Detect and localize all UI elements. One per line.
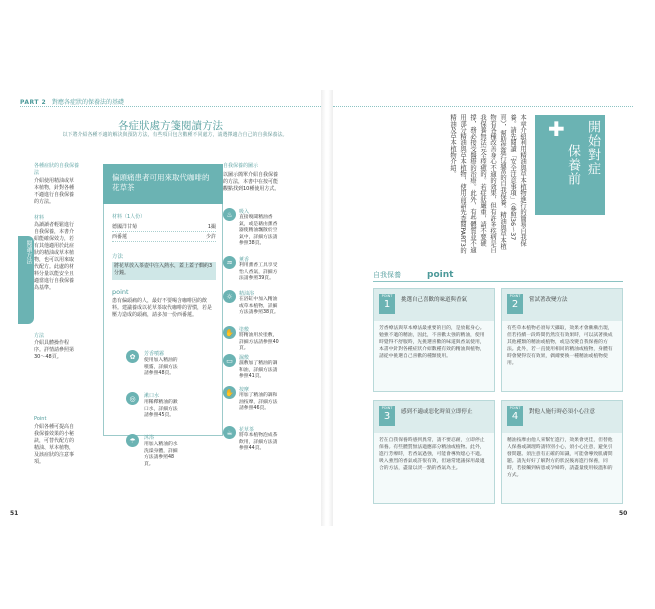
icon-label: 薰香 — [239, 257, 250, 263]
self-care-label: 自我保養 — [373, 271, 401, 279]
icon-item — [126, 392, 139, 405]
side-tab-label: 閱讀方法 — [25, 240, 32, 264]
materials-heading: 材料（1人份） — [112, 214, 146, 220]
point-heading: point — [112, 288, 129, 296]
point-box-header — [374, 289, 494, 321]
annotation-material-title: 材料 — [34, 215, 45, 221]
point-badge: POINT 3 — [379, 406, 395, 426]
icon-label: 按摩 — [239, 387, 250, 393]
annotation-point-body: 介紹各種可提高自我保養效果的小秘訣，可替代配方的精油、草本植物，及該症狀的注意事項。 — [34, 424, 75, 465]
tea-icon: ☕ — [223, 426, 236, 439]
icon-item — [223, 426, 236, 439]
material-amount: 少許 — [205, 234, 216, 240]
point-body: 精油按摩由他人來幫忙進行，效果會更佳，但替他人保養或調理時請特別小心，須小心注意，避免引發問題。須注意有正確的知識，可能會導致肌膚問題。請先好好了解對方的狀況後再進行保養，同時，若接觸到病患或孕婦時，請盡量使用較溫和的方式。 — [507, 438, 613, 478]
cross-icon: ✚ — [548, 117, 565, 141]
icon-desc: 使用加入精油的噴霧，詳細方法請參照48頁。 — [144, 358, 178, 377]
point-number: 2 — [511, 299, 519, 310]
page-number: 51 — [10, 510, 19, 517]
icon-desc: 用加入精油的水洗澡身體，詳細方法請參照48頁。 — [144, 442, 178, 467]
book-gutter — [321, 90, 333, 526]
chapter-intro-text: 本章介紹利用精油與草本植物進行的簡易自我保養。請先閱讀「安全注意事項」（參照36～37頁），幫助您進行適當的自我保養。精油與草本植物有各種改善身心不適的效果，但有許多疾病是自我保養無法完全痊癒的。若症狀嚴重，請不要硬撐，務必接受醫療的治療。此外，有些體質並不適用部分精油與草本植物，使用前請先查閱PART3的精油及草本植物介紹。 — [449, 114, 526, 254]
annotation-symptom-body: 介紹使用精油或草本植物，針對各種不適進行自我保養的方法。 — [34, 178, 75, 205]
point-number: 1 — [383, 299, 391, 310]
section-rule — [373, 281, 623, 282]
icon-desc: 用加了精油的調和油按摩，詳細方法請參照46頁。 — [239, 393, 278, 412]
material-name: 德國洋甘菊 — [112, 224, 138, 230]
point-title: 對他人施行時必須小心注意 — [529, 409, 596, 415]
point-badge: POINT 4 — [507, 406, 523, 426]
icon-item — [223, 326, 236, 339]
annotation-method-title: 方法 — [34, 333, 45, 339]
point-title: 嘗試著改變方法 — [529, 297, 568, 303]
icon-label: 塗敷 — [239, 327, 250, 333]
point-number: 3 — [383, 411, 391, 422]
part-header — [20, 97, 124, 106]
icon-desc: 利用薰香工具享受怡人香氣，詳細方法請參照39頁。 — [239, 263, 278, 282]
massage-icon: ✋ — [223, 386, 236, 399]
point-body: 若在自我保養時感到異常，請不要忍耐，立即停止保養。有些體質無法適應部分精油或植物。此外，進行芳療時，若香氣過強，可能會導致噁心不適。吸入強烈的香氣或許很有效，但通常建議採用最適合的方法，盡量以淡一點的香氣為主。 — [379, 438, 485, 471]
icon-desc: 將精油用於塗敷，詳細方法請參照40頁。 — [239, 333, 279, 352]
point-label: point — [427, 270, 454, 280]
header-rule — [333, 106, 633, 107]
page-title: 各症狀處方箋閱讀方法 — [118, 120, 223, 132]
icon-label: 花草茶 — [239, 427, 255, 433]
header-rule — [20, 106, 321, 107]
point-box-header — [502, 401, 622, 433]
self-care-heading — [373, 270, 453, 280]
icon-item — [223, 354, 236, 367]
annotation-symptom-title: 各種症狀的自我保養法 — [34, 163, 80, 176]
icon-item — [223, 290, 236, 303]
icon-label: 漱口水 — [144, 393, 160, 399]
spray-icon: ✿ — [126, 350, 139, 363]
compress-icon: ▭ — [223, 354, 236, 367]
part-label: PART 2 — [20, 99, 47, 106]
icon-label: 精油浴 — [239, 291, 255, 297]
point-title: 感到不適或惡化時須立即停止 — [401, 409, 473, 415]
icon-item — [223, 256, 236, 269]
annotation-method-body: 介紹具體操作程序。詳情請參照第30～48頁。 — [34, 340, 75, 360]
method-text: 將花草放入茶壺中注入熱水，蓋上蓋子燜約3分鐘。 — [112, 262, 216, 280]
point-number: 4 — [511, 411, 519, 422]
recipe-title: 偏頭痛患者可用來取代咖啡的花草茶 — [112, 173, 210, 192]
point-body: 有些草本植物必須每天攝取，效果才會漸漸出現，但若持續一段時間仍然沒有效果時，可以試著換成其他種類的精油或植物，或是改變自我保養的方法。此外，若一直使用相同的精油或植物，身體有時會變得沒有效果，偶爾要換一種精油或植物使用。 — [507, 326, 613, 366]
chapter-title-line1: 開始對症 — [585, 120, 600, 176]
page-number: 50 — [619, 510, 628, 517]
gargle-icon: ◎ — [126, 392, 139, 405]
bath-icon: ☼ — [223, 290, 236, 303]
point-box — [501, 288, 623, 392]
icon-desc: 濕敷加了精油的調和油，詳細方法請參照41頁。 — [239, 361, 278, 380]
icon-item — [223, 386, 236, 399]
icon-desc: 在浴缸中加入精油或草本植物，詳細方法請參照38頁。 — [239, 297, 279, 316]
icon-item — [126, 350, 139, 363]
part-title: 對應各症狀的保養法的基礎 — [51, 99, 124, 106]
icon-item — [126, 434, 139, 447]
icon-label: 芳香噴霧 — [144, 351, 165, 357]
point-badge: POINT 1 — [379, 294, 395, 314]
material-name: 西番蓮 — [112, 234, 128, 240]
shower-icon: ☂ — [126, 434, 139, 447]
icon-desc: 用稀釋精油的漱口水，詳細方法請參照45頁。 — [144, 400, 178, 419]
point-text: 患有偏頭痛的人，最好不要喝含咖啡因的飲料。建議養成以花草茶取代咖啡的習慣，若是壓力造成的頭痛，請多加一份西番蓮。 — [112, 298, 213, 318]
apply-icon: ✋ — [223, 326, 236, 339]
icon-label: 濕敷 — [239, 355, 250, 361]
material-row — [112, 233, 216, 242]
point-box-header — [374, 401, 494, 433]
inhale-icon: ♨ — [223, 208, 236, 221]
icon-label: 吸入 — [239, 209, 250, 215]
right-page — [333, 90, 633, 526]
point-box — [373, 288, 495, 392]
point-title: 挑選自己喜歡的味道與香氣 — [401, 297, 468, 303]
point-box-header — [502, 289, 622, 321]
point-box — [501, 400, 623, 504]
chapter-title-line2: 保養前 — [565, 144, 580, 186]
point-box — [373, 400, 495, 504]
material-row — [112, 223, 216, 232]
left-page — [10, 90, 321, 526]
intro-text: 以下將介紹各種不適的解決與預防方法，有些項目包含數種不同處方，請選擇適合自己的自我保養法。 — [62, 132, 288, 138]
method-heading: 方法 — [112, 254, 124, 260]
material-amount: 1撮 — [207, 224, 216, 230]
annotation-icons-body: 以圖示簡單介紹自我保養的方法，本書中在按可能觀點找到10種使用方式。 — [223, 172, 280, 192]
icon-desc: 將草本植物泡成茶飲用，詳細方法請參照44頁。 — [239, 433, 278, 452]
diffuser-icon: ♒ — [223, 256, 236, 269]
point-body: 芳香療法與草本療法最重要的目的，是放鬆身心。勉強不適的精油，因此，不喜歡太強的精油，使用時覺得不舒服時，先挑選喜歡的味道與香氣使用，本書中針對各種症狀介紹數種有效的精油與植物，請從中挑選自己喜歡的種類使用。 — [379, 326, 485, 359]
annotation-material-body: 為讀讀者輕鬆進行自我保養，本書介紹能確保效力，若有其他適用於此症狀的精油或草本植物，也可以用來取代配方。此處的材料分量以能安全且適當進行自我保養為基準。 — [34, 222, 75, 291]
icon-item — [223, 208, 236, 221]
annotation-point-title: Point — [34, 416, 47, 422]
annotation-icons-title: 自我保養的圖示 — [223, 163, 259, 169]
icon-label: 沐浴 — [144, 435, 155, 441]
icon-desc: 直接嗅聞精油香氣，或是藉由薰香器使精油飄散於空氣中，詳細方法請參照38頁。 — [239, 215, 278, 247]
point-badge: POINT 2 — [507, 294, 523, 314]
